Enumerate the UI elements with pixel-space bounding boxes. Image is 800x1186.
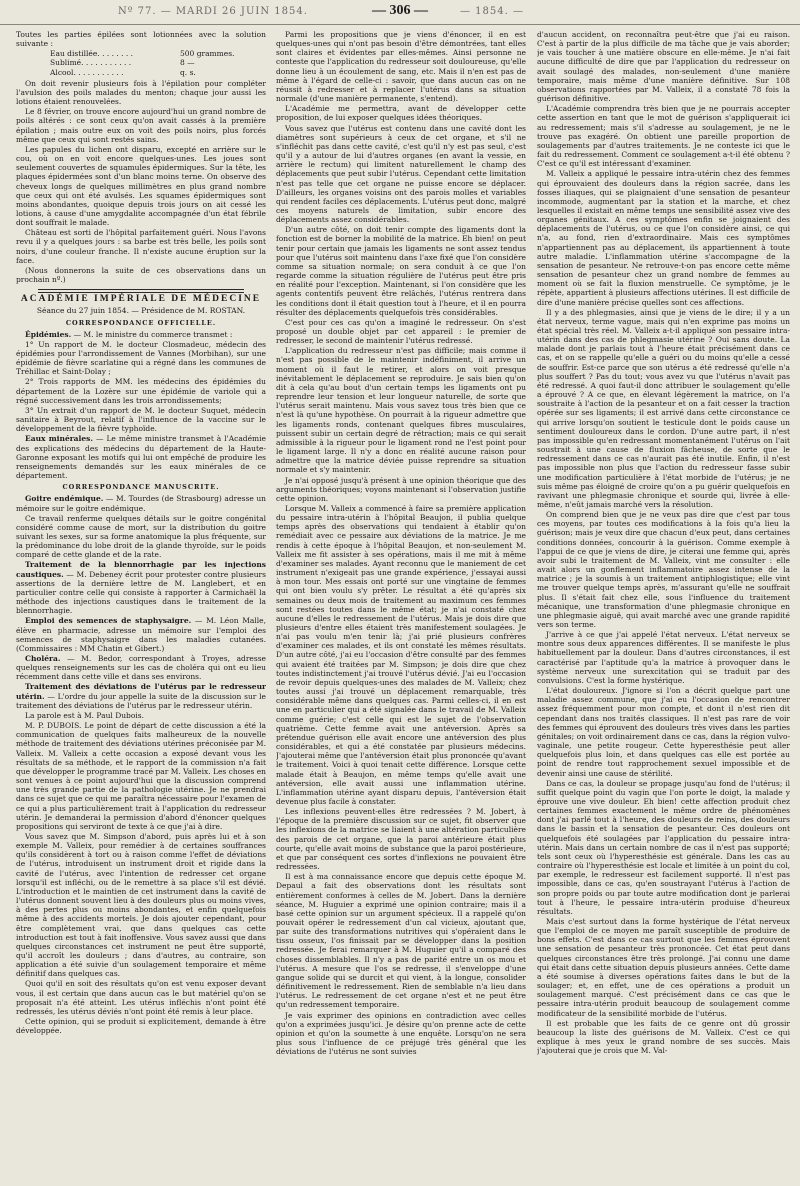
run-in-head: Choléra.: [25, 654, 61, 663]
column-right: [537, 30, 790, 1178]
paragraph: [16, 494, 266, 512]
paragraph: Dans ce cas, la douleur se propage jusqu'au fond de l'utérus; il suffit quelque point du vagin que l'on porte le doigt, la malade y éprouve une vive douleur. Eh bien! cette affection produit chez certaines femmes exactement le même ordre de phénomènes dont j'ai parlé tout à l'heure, des douleurs de reins, des douleurs dans le bassin et la sensation de pesanteur. Ces douleurs ont quelquefois été soulagées par l'application du pessaire intra-utérin. Mais dans un certain nombre de cas il n'est pas supporté; tels sont ceux où l'hyperesthésie est générale. Dans les cas au contraire où l'hyperesthésie est locale et limitée à un point du col, par exemple, le redresseur est facilement supporté. Il n'est pas impossible, dans ce cas, qu'en soustrayant l'utérus à l'action de son propre poids ou par toute autre modification dont je parlerai tout à l'heure, le pessaire intra-utérin produise d'heureux résultats.: [537, 778, 790, 916]
recipe-name: Sublimé. . . . . . . . . . .: [50, 58, 132, 68]
section-divider: [38, 289, 244, 293]
run-in-text: — L'ordre du jour appelle la suite de la discussion sur le traitement des déviations de l'utérus par le redresseur utérin.: [16, 691, 266, 710]
paragraph: 1° Un rapport de M. le docteur Closmadeuc, médecin des épidémies pour l'arrondissement de Vannes (Morbihan), sur une épidémie de fièvre scarlatine qui a régné dans les communes de Tréhillac et Saint-Dolay ;: [16, 339, 266, 377]
paragraph: Vous savez que l'utérus est contenu dans une cavité dont les diamètres sont supérieurs à ceux de cet organe, et s'il ne s'infléchit pas dans cette cavité, c'est qu'il n'y est pas seul, c'est qu'il y a autour de lui d'autres organes (en avant la vessie, en arrière le rectum) qui limitent naturellement le champ des déplacements que peut subir l'utérus. Cependant cette limitation n'est pas telle que cet organe ne puisse encore se déplacer. D'ailleurs, les organes voisins ont des parois molles et variables qui rendent faciles ces déplacements. L'utérus peut donc, malgré ces moyens naturels de limitation, subir encore des déplacements assez considérables.: [276, 123, 526, 225]
paragraph: L'Académie me permettra, avant de développer cette proposition, de lui exposer quelques idées théoriques.: [276, 104, 526, 123]
paragraph: C'est pour ces cas qu'on a imaginé le redresseur. On s'est proposé un double objet par cet appareil : le premier de redresser, le second de maintenir l'utérus redressé.: [276, 317, 526, 346]
run-in-head: Traitement de la blennorrhagie par les injections caustiques.: [16, 560, 266, 579]
recipe-row: [16, 58, 266, 67]
paragraph: Il est à ma connaissance encore que depuis cette époque M. Depaul a fait des observations dont les résultats sont entièrement conformes à celles de M. Jobert. Dans la dernière séance, M. Huguier a exprimé une opinion contraire; mais il a basé cette opinion sur un argument spécieux. Il a rappelé qu'on pouvait opérer le redressement d'un cal vicieux, ajoutant que, par suite des transformations nutritives qui s'opéraient dans le tissu osseux, l'os finissait par se développer dans la position redressée. Je ferai remarquer à M. Huguier qu'il a comparé des choses dissemblables. Il n'y a pas de parité entre un os mou et l'utérus. A mesure que l'os se redresse, il s'enveloppe d'une gangue solide qui se durcit et qui vient, à la longue, consolider définitivement le redressement. Rien de semblable n'a lieu dans l'utérus. Le redressement de cet organe n'est et ne peut être qu'un redressement temporaire.: [276, 872, 526, 1010]
paragraph: J'arrive à ce que j'ai appelé l'état nerveux. L'état nerveux se montre sous deux apparences différentes. Il se manifeste le plus habituellement par la douleur. Dans d'autres circonstances, il est caractérisé par l'aptitude qu'a la matrice à provoquer dans le système nerveux une surexcitation qui se traduit par des convulsions. C'est la forme hystérique.: [537, 630, 790, 685]
recipe-row: [16, 49, 266, 58]
paragraph: [16, 330, 266, 339]
recipe-name: Eau distillée. . . . . . . .: [50, 49, 134, 59]
paragraph: [16, 616, 266, 653]
run-in-text: — M. Bedor, correspondant à Troyes, adresse quelques renseignements sur les cas de choléra qui ont eu lieu récemment dans cette ville et dans ses environs.: [16, 654, 266, 682]
run-in-head: Eaux minérales.: [25, 434, 93, 444]
paragraph: 2° Trois rapports de MM. les médecins des épidémies du département de la Lozère sur une épidémie de variole qui a régné successivement dans les trois arrondissements;: [16, 377, 266, 405]
recipe-qty: 500 grammes.: [180, 49, 235, 59]
column-left: [16, 30, 266, 1178]
paragraph: [16, 434, 266, 480]
run-in-head: Traitement des déviations de l'utérus par le redresseur utérin.: [16, 682, 266, 701]
run-in-text: — M. Debeney écrit pour protester contre plusieurs assertions de la dernière lettre de M. Langlebert, et en particulier contre celle qui consiste à rapporter à Carmichaël la méthode des injections caustiques dans le traitement de la blennorrhagie.: [16, 569, 266, 616]
paragraph: (Nous donnerons la suite de ces observations dans un prochain nº.): [16, 265, 266, 285]
run-in-text: — M. Tourdes (de Strasbourg) adresse un mémoire sur le goitre endémique.: [16, 494, 266, 513]
paragraph: Quoi qu'il en soit des résultats qu'on est venu exposer devant vous, il est certain que dans aucun cas le but matériel qu'on se proposait n'a été atteint. Les utérus infléchis n'ont point été redressés, les utérus déviés n'ont point été remis à leur place.: [16, 979, 266, 1016]
recipe-qty: 8 —: [180, 58, 195, 68]
paragraph: M. P. DUBOIS. Le point de départ de cette discussion a été la communication de quelques faits malheureux de la nouvelle méthode de traitement des déviations utérines préconisée par M. Valleix. M. Valleix a cette occasion a exposé devant vous les résultats de sa méthode, et le rapport de la commission n'a fait que développer le programme tracé par M. Valleix. Les choses en sont venues à ce point aujourd'hui que la discussion comprend une très grande partie de la pathologie utérine. Je ne prendrai dans ce sujet que ce qui me paraîtra nécessaire pour l'examen de ce qui a plus particulièrement trait à l'application du redresseur utérin. Je demanderai la permission d'abord d'énoncer quelques propositions qui serviront de texte à ce que j'ai à dire.: [16, 721, 266, 831]
run-in-head: Épidémies.: [25, 329, 72, 339]
paragraph: L'application du redresseur n'est pas difficile; mais comme il n'est pas possible de le maintenir indéfiniment, il arrive un moment où il faut le retirer, et alors on voit presque inévitablement le déplacement se reproduire. Je sais bien qu'on dit à cela qu'au bout d'un certain temps les ligaments ont pu reprendre leur tension et leur longueur naturelle, de sorte que l'utérus serait maintenu. Mais vous savez tous très bien que ce n'est là qu'une hypothèse. On pourrait à la rigueur admettre que les ligaments ronds, contenant quelques fibres musculaires, puissent subir un certain degré de rétraction; mais ce qui serait admissible à la rigueur pour le ligament rond ne l'est point pour le ligament large. Il n'y a donc en réalité aucune raison pour admettre que la matrice déviée puisse reprendre sa situation normale et s'y maintenir.: [276, 346, 526, 475]
paragraph: Ce travail renferme quelques détails sur le goitre congénital considéré comme cause de mort, sur la distribution du goitre suivant les sexes, sur sa forme anatomique la plus fréquente, sur la prédominance du lobe droit de la glande thyroïde, sur le poids comparé de cette glande et de la rate.: [16, 513, 266, 560]
paragraph: Je n'ai opposé jusqu'à présent à une opinion théorique que des arguments théoriques; voyons maintenant si l'observation justifie cette opinion.: [276, 475, 526, 503]
paragraph: L'Académie comprendra très bien que je ne pourrais accepter cette assertion en tant que le mot de guérison s'appliquerait ici au redressement; mais s'il s'adresse au soulagement, je ne le trouve pas exagéré. On obtient une pareille proportion de soulagements par d'autres traitements. Je ne conteste ici que le fait du redressement. Comment ce soulagement a-t-il été obtenu ? C'est ce qu'il est intéressant d'examiner.: [537, 104, 790, 169]
paragraph: Les inflexions peuvent-elles être redressées ? M. Jobert, à l'époque de la première discussion sur ce sujet, fit observer que les inflexions de la matrice se liaient à une altération particulière des parois de cet organe, que la paroi antérieure était plus courte, qu'elle avait moins de substance que la paroi postérieure, et que par conséquent ces sortes d'inflexions ne pouvaient être redressées.: [276, 807, 526, 872]
paragraph: Mais c'est surtout dans la forme hystérique de l'état nerveux que l'emploi de ce moyen me paraît susceptible de produire de bons effets. C'est dans ce cas surtout que les femmes éprouvent une sensation de pesanteur très prononcée. Cet état peut dans quelques circonstances être très prolongé. J'ai connu une dame qui était dans cette situation depuis plusieurs années. Cette dame a été soumise à diverses opérations faites dans le but de la soulager; et, en effet, une de ces opérations a produit un soulagement marqué. C'est précisément dans ce cas que le pessaire intra-utérin produit beaucoup de soulagement comme modificateur de la sensibilité morbide de l'utérus.: [537, 917, 790, 1018]
paragraph: [16, 654, 266, 681]
paragraph: [16, 560, 266, 615]
paragraph: Parmi les propositions que je viens d'énoncer, il en est quelques-unes qui n'ont pas besoin d'être démontrées, tant elles sont claires et évidentes par elles-mêmes. Ainsi personne ne conteste que l'application du redresseur soit douloureuse, qu'elle donne lieu à un écoulement de sang, etc. Mais il n'en est pas de même à l'égard de celle-ci : savoir, que dans aucun cas on ne réussit à redresser et à replacer l'utérus dans sa situation normale (d'une manière permanente, s'entend).: [276, 30, 526, 104]
paragraph: D'un autre côté, on doit tenir compte des ligaments dont la fonction est de borner la mobilité de la matrice. Eh bien! on peut tenir pour certain que jamais les ligaments ne sont assez tendus pour que l'utérus soit maintenu dans l'axe fixé que l'on considère comme sa situation normale; on sera conduit à ce que l'on regarde comme la situation régulière de l'utérus peut être pris en réalité pour l'exception. Maintenant, si l'on considère que les agents contentifs peuvent être relâchés, l'utérus rentrera dans les conditions dont il était question tout à l'heure, et il en pourra résulter des déplacements quelquefois très considérables.: [276, 225, 526, 317]
paragraph: [16, 682, 266, 709]
paragraph: L'état douloureux. J'ignore si l'on a décrit quelque part une maladie assez commune, que j'ai eu l'occasion de rencontrer assez fréquemment pour mon compte, et dont il n'est rien dit cependant dans nos traités classiques. Il n'est pas rare de voir des femmes qui éprouvent des douleurs très vives dans les parties génitales; on voit ordinairement dans ce cas, dans la région vulvo-vaginale, une petite rougeur. Cette hyperesthésie peut aller quelquefois plus loin, et dans quelques cas elle est portée au point de rendre tout rapprochement sexuel impossible et de devenir ainsi une cause de stérilité.: [537, 686, 790, 778]
recipe-list: [16, 49, 266, 76]
paragraph: Vous savez que M. Simpson d'abord, puis après lui et à son exemple M. Valleix, pour remédier à de certaines souffrances qu'ils considèrent à tort ou à raison comme l'effet de déviations de l'utérus, introduisent un instrument droit et rigide dans la cavité de l'utérus, avec l'intention de redresser cet organe lorsqu'il est infléchi, ou de le remettre à sa place s'il est dévié. L'introduction et le maintien de cet instrument dans la cavité de l'utérus donnent souvent lieu à des douleurs plus ou moins vives, à des pertes plus ou moins abondantes, et enfin quelquefois même à des accidents mortels. Je dois ajouter cependant, pour être complètement vrai, que dans quelques cas cette introduction est tout à fait inoffensive. Vous savez aussi que dans quelques circonstances cet instrument ne peut être supporté, qu'il accroît les douleurs ; dans d'autres, au contraire, son application a été suivie d'un soulagement temporaire et même définitif dans quelques cas.: [16, 831, 266, 979]
recipe-row: [16, 68, 266, 77]
subsection-title: CORRESPONDANCE OFFICIELLE.: [65, 318, 217, 327]
recipe-qty: q. s.: [180, 67, 196, 77]
paragraph: Il y a des phlegmasies, ainsi que je viens de le dire; il y a un état nerveux, terme vague, mais qui n'en exprime pas moins un état spécial très réel. M. Valleix a-t-il appliqué son pessaire intra-utérin dans des cas de phlegmasie utérine ? Oui sans doute. La malade dont je parlais tout à l'heure était précisément dans ce cas, et on se rappelle qu'elle a guéri ou du moins qu'elle a cessé de souffrir. Est-ce parce que son utérus a été redressé qu'elle n'a plus souffert ? Pas du tout; vous avez vu que l'utérus n'avait pas été redressé. A quoi faut-il donc attribuer le soulagement qu'elle a éprouvé ? A ce que, en élevant légèrement la matrice, on l'a soustraite à l'action de la pesanteur et on a fait cesser la traction opérée sur ses ligaments; il est arrivé dans cette circonstance ce qui arrive lorsqu'on soutient le testicule dont le poids cause un sentiment douloureux dans le cordon. D'une autre part, il n'est pas impossible qu'en redressant momentanément l'utérus on l'ait soustrait à une cause de fluxion fâcheuse, de sorte que le redressement dans ce cas n'aurait pas été inutile. Enfin, il n'est pas impossible non plus que l'action du redresseur fasse subir une modification particulière à l'état morbide de l'utérus; je ne suis même pas éloigné de croire qu'on a pu guérir quelquefois en ravivant une phlegmasie chronique et sourde qui, livrée à elle-même, n'eût jamais marché vers la résolution.: [537, 307, 790, 509]
paragraph: Les papules du lichen ont disparu, excepté en arrière sur le cou, où on en voit encore quelques-unes. Les joues sont seulement couvertes de squamules épidermiques. Sur la tête, les plaques épidermées sont d'un blanc moins terne. On observe des cheveux longs de quelques millimètres en plus grand nombre que ceux qui ont été avulsés. Les squames épidermiques sont moins abondantes, quoique depuis trois jours on ait cessé les lotions, à cause d'une amygdalite accompagnée d'un état fébrile dont souffrait le malade.: [16, 144, 266, 228]
paragraph: Château est sorti de l'hôpital parfaitement guéri. Nous l'avons revu il y a quelques jours : sa barbe est très belle, les poils sont noirs, d'une couleur franche. Il n'existe aucune éruption sur la face.: [16, 228, 266, 265]
paragraph: M. Valleix a appliqué le pessaire intra-utérin chez des femmes qui éprouvaient des douleurs dans la région sacrée, dans les fosses iliaques, qui se plaignaient d'une sensation de pesanteur incommode, augmentant par la station et la marche, et chez lesquelles il existait en même temps une sensibilité assez vive des organes génitaux. A ces symptômes enfin se joignaient des déplacements de l'utérus, ou ce que l'on considère ainsi, ce qui n'a, au fond, rien d'extraordinaire. Mais ces symptômes n'appartiennent pas au déplacement, ils appartiennent à toute autre maladie. L'inflammation utérine s'accompagne de la sensation de pesanteur. Ne retrouve-t-on pas encore cette même sensation de pesanteur chez un grand nombre de femmes au moment où se fait la fluxion menstruelle. Ce symptôme, je le répète, appartient à plusieurs affections utérines. Il est difficile de dire d'une manière précise quelles sont ces affections.: [537, 169, 790, 307]
page-header: [0, 2, 800, 25]
paragraph: Je vais exprimer des opinions en contradiction avec celles qu'on a exprimées jusqu'ici. Je désire qu'on prenne acte de cette opinion et qu'on la soumette à une enquête. Lorsqu'on ne sera plus sous l'influence de ce préjugé très général que les déviations de l'utérus ne sont suivies: [276, 1010, 526, 1057]
paragraph: On doit revenir plusieurs fois à l'épilation pour compléter l'avulsion des poils malades du menton; chaque jour aussi les lotions étaient renouvelées.: [16, 78, 266, 107]
paragraph: Toutes les parties épilées sont lotionnées avec la solution suivante :: [16, 30, 266, 49]
column-middle: [276, 30, 526, 1178]
paragraph: Le 8 février, on trouve encore aujourd'hui un grand nombre de poils altérés : ce sont ceux qu'on avait cassés à la première épilation ; mais outre eux on voit des poils noirs, plus forcés même que ceux qui sont restés sains.: [16, 107, 266, 144]
run-in-text: — M. Léon Malle, élève en pharmacie, adresse un mémoire sur l'emploi des semences de staphysaigre dans les maladies cutanées. (Commissaires : MM Chatin et Gibert.): [16, 616, 266, 653]
paragraph: Il est probable que les faits de ce genre ont dû grossir beaucoup la liste des guérisons de M. Valleix. C'est ce qui explique à mes yeux le grand nombre de ses succès. Mais j'ajouterai que je crois que M. Val-: [537, 1018, 790, 1056]
page-number: — 306 —: [372, 3, 428, 18]
run-in-text: — Le même ministre transmet à l'Académie des explications des médecins du département de la Haute-Garonne exposant les motifs qui lui ont empêché de produire les renseignements demandés sur les eaux minérales de ce département.: [16, 434, 266, 481]
paragraph: d'aucun accident, on reconnaîtra peut-être que j'ai eu raison. C'est à partir de la plus difficile de ma tâche que je vais aborder; je vais toucher à une matière obscure en elle-même. Je n'ai fait aucune difficulté de dire que par l'application du redresseur on avait soulagé des malades, non-seulement d'une manière temporaire, mais même d'une manière définitive. Sur 108 observations rapportées par M. Valleix, il a constaté 78 fois la guérison définitive.: [537, 30, 790, 104]
paragraph: On comprend bien que je ne veux pas dire que c'est par tous ces moyens, par toutes ces modifications à la fois qu'a lieu la guérison; mais je veux dire que chacun d'eux peut, dans certaines conditions données, concourir à la guérison. Comme exemple à l'appui de ce que je viens de dire, je citerai une femme qui, après avoir subi le traitement de M. Valleix, vint me consulter : elle avait alors un gonflement inflammatoire assez intense de la matrice ; je la soumis à un traitement antiphlogistique; elle vint me trouver quelque temps après, m'assurant qu'elle ne souffrait plus. Il s'était fait chez elle, sous l'influence du traitement mécanique, une transformation d'une phlegmasie chronique en une phlegmasie aiguë, qui avait marché avec une grande rapidité vers son terme.: [537, 510, 790, 629]
paragraph: Lorsque M. Valleix a commencé à faire sa première application du pessaire intra-utérin à l'hôpital Beaujon, il publia quelque temps après des observations qui tendaient à établir qu'on remédiait avec ce pessaire aux déviations de la matrice. Je me rendis à cette époque à l'hôpital Beaujon, et non-seulement M. Valleix me fit assister à ses opérations, mais il me mit à même d'examiner ses malades. Ayant reconnu que le maniement de cet instrument n'exigeait pas une grande expérience, j'essayai aussi à mon tour. Mes essais ont porté sur une vingtaine de femmes qui ont bien voulu s'y prêter. Le résultat a été qu'après six semaines ou deux mois de traitement au maximum ces femmes sont restées toutes dans le même état; je n'ai constaté chez aucune d'elles le redressement de l'utérus. Mais je dois dire que plusieurs d'entre elles étaient très manifestement soulagées. Je n'ai pas voulu m'en tenir là; j'ai prié plusieurs confrères d'examiner ces malades, et ils ont constaté les mêmes résultats. D'un autre côté, j'ai eu l'occasion d'être consulté par des femmes qui avaient été traitées par M. Simpson; je dois dire que chez toutes indistinctement j'ai trouvé l'utérus dévié. J'ai eu l'occasion de revoir depuis quelques-unes des malades de M. Valleix; chez toutes aussi j'ai trouvé un déplacement remarquable, très considérable même dans quelques cas. Parmi celles-ci, il en est une en particulier qui a été signalée dans le travail de M. Valleix comme guérie; c'est celle qui est le sujet de l'observation quatrième. Cette femme avait une antéversion. Après sa prétendue guérison elle avait encore une antéversion des plus considérables, et qui a été constatée par plusieurs médecins. J'ajouterai même que l'antéversion était plus prononcée qu'avant le traitement. Voici à quoi tenait cette différence. Lorsque cette malade était à Beaujon, en même temps qu'elle avait une antéversion, elle avait aussi une inflammation utérine. L'inflammation utérine ayant disparu depuis, l'antéversion était devenue plus facile à constater.: [276, 503, 526, 806]
paragraph: La parole est à M. Paul Dubois.: [25, 710, 145, 720]
header-stamp-right: — 1854. —: [460, 6, 524, 17]
recipe-name: Alcool. . . . . . . . . . .: [50, 67, 124, 77]
subsection-title: CORRESPONDANCE MANUSCRITE.: [62, 483, 220, 492]
section-title: ACADÉMIE IMPÉRIALE DE MÉDECINE: [20, 294, 262, 305]
paragraph: Cette opinion, qui se produit si explicitement, demande à être développée.: [16, 1017, 266, 1036]
run-in-head: Emploi des semences de staphysaigre.: [25, 616, 192, 626]
header-stamp-left: Nº 77. — MARDI 26 JUIN 1854.: [118, 6, 308, 17]
paragraph: 3° Un extrait d'un rapport de M. le docteur Suquet, médecin sanitaire à Beyrout, relatif à l'influence de la vaccine sur le développement de la fièvre typhoïde.: [16, 405, 266, 434]
run-in-head: Goitre endémique.: [25, 494, 104, 504]
seance-line: Séance du 27 juin 1854. — Présidence de M. ROSTAN.: [36, 306, 246, 316]
run-in-text: — M. le ministre du commerce transmet :: [71, 329, 233, 339]
